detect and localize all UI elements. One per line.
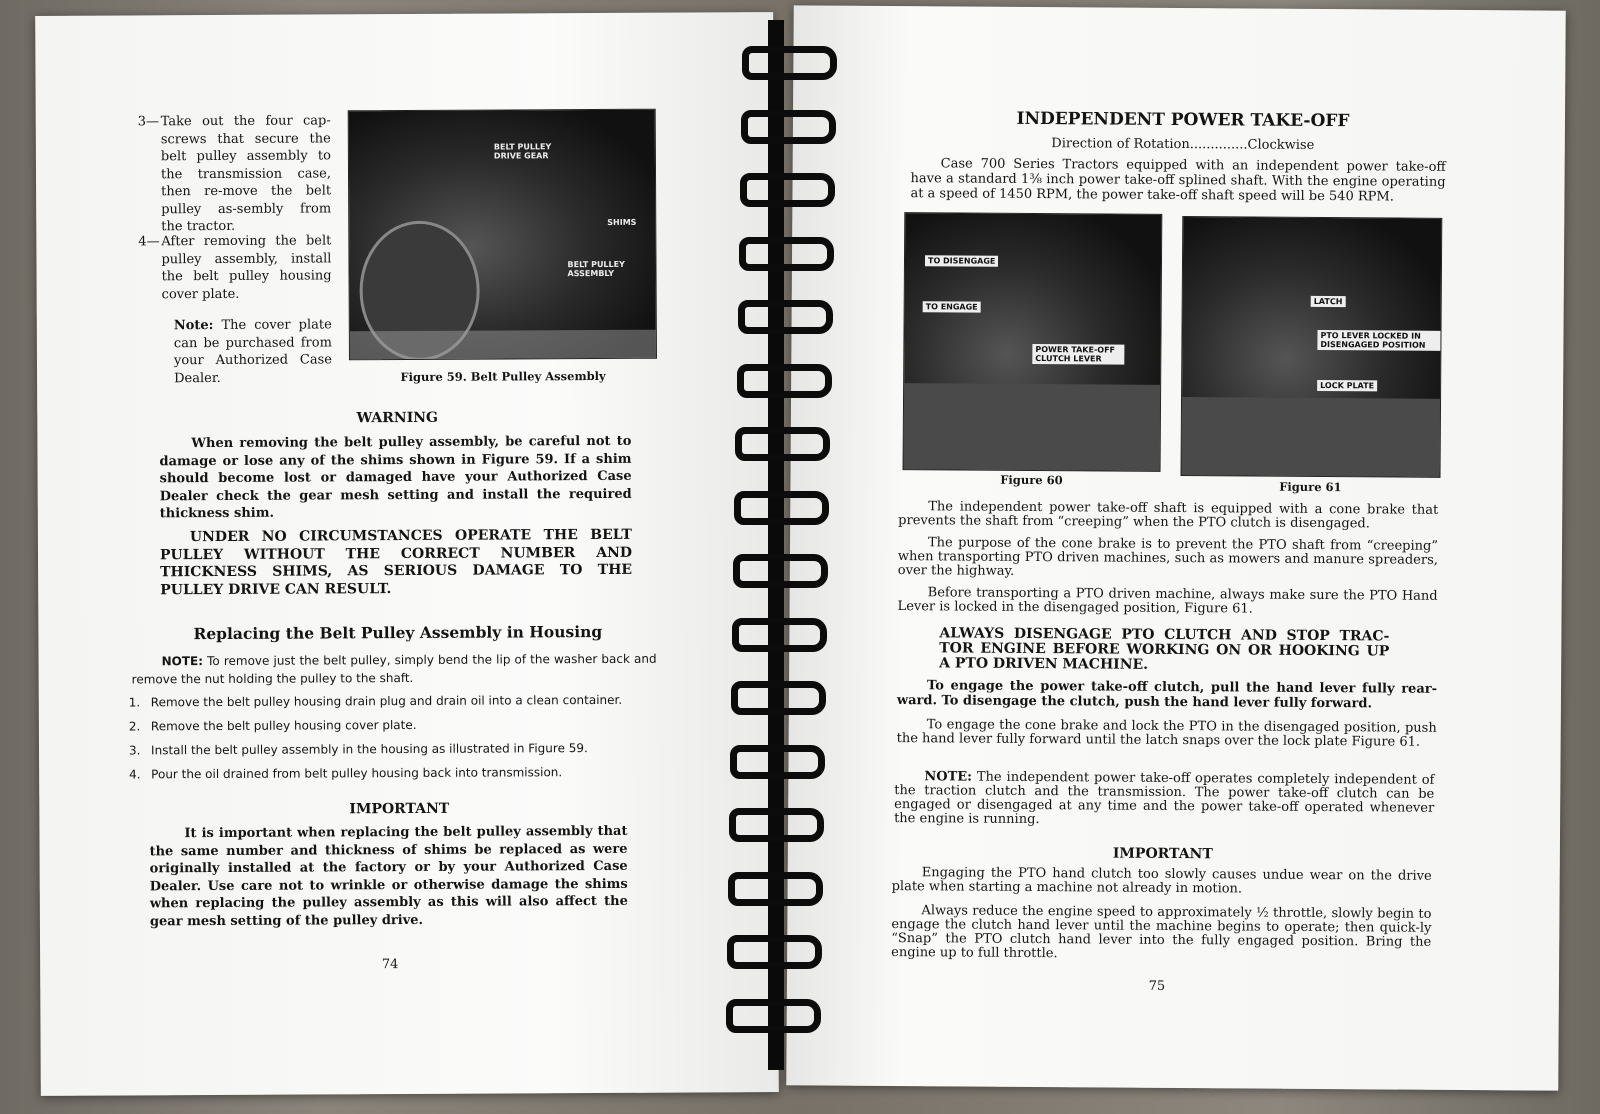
figure-61-label: LATCH [1311, 296, 1346, 307]
paragraph: Engaging the PTO hand clutch too slowly causes undue wear on the drive plate when starting a machine not already in motion. [891, 865, 1432, 897]
binding-ring [726, 999, 821, 1033]
list-item [129, 717, 659, 744]
binding-ring [733, 554, 828, 588]
page-title: INDEPENDENT POWER TAKE-OFF [1016, 108, 1350, 132]
tire-shape [904, 383, 1163, 472]
binding-ring [740, 173, 835, 207]
figure-61-photo [1181, 216, 1443, 478]
figure-59-photo [348, 109, 657, 361]
binding-ring [727, 935, 822, 969]
note [894, 770, 1434, 830]
note-text: The independent power take-off operates completely independent of the traction clutch and the transmission. The power take-off clutch can be engaged or disengaged at any time and the power take-off operated whenever the engine is running. [894, 769, 1435, 828]
step-number: 1. [128, 695, 141, 710]
paragraph: To engage the power take-off clutch, pull the hand lever fully rear-ward. To disengage the clutch, push the hand lever fully forward. [896, 678, 1438, 712]
rotation-line [903, 134, 1463, 155]
right-page [786, 5, 1566, 1090]
paragraph: The purpose of the cone brake is to prevent the PTO shaft from “creeping” when transporting PTO driven machines, such as mowers and manure spreaders, over the highway. [897, 535, 1439, 579]
warning-text: When removing the belt pulley assembly, be careful not to damage or lose any of the shims shown in Figure 59. If a shim should become lost or damaged have your Authorized Case Dealer check the gear mesh setting and install the required thickness shim. [159, 433, 632, 522]
binding-ring [734, 491, 829, 525]
left-page [35, 12, 779, 1096]
figure-61-label: PTO LEVER LOCKED IN DISENGAGED POSITION [1317, 330, 1442, 351]
step-number: 3. [128, 743, 141, 758]
step-number: 4. [129, 767, 141, 782]
step-3-number: 3— [137, 114, 160, 130]
binding-ring [730, 745, 825, 779]
figure-59-label: SHIMS [607, 217, 637, 227]
figure-61-caption: Figure 61 [1279, 479, 1342, 495]
caution-text: UNDER NO CIRCUMSTANCES OPERATE THE BELT PULLEY WITHOUT THE CORRECT NUMBER AND THICKNESS SHIMS, AS SERIOUS DAMAGE TO THE PULLEY DRIVE CAN RESULT. [159, 526, 633, 598]
paragraph: The independent power take-off shaft is equipped with a cone brake that prevents the shaft from “creeping” when the PTO clutch is disengaged. [898, 499, 1439, 532]
paragraph: Always reduce the engine speed to approximately ½ throttle, slowly begin to engage the clutch hand lever until the machine begins to operate; then quick-ly “Snap” the PTO clutch hand lever into the fully engaged position. Bring the engine up to full throttle. [891, 903, 1432, 962]
binding-ring [729, 808, 824, 842]
figure-61-label: LOCK PLATE [1317, 380, 1377, 391]
figure-59-label: BELT PULLEY DRIVE GEAR [493, 142, 552, 161]
note-label: NOTE: [924, 769, 973, 785]
binding-ring [738, 300, 833, 334]
figure-59-label: BELT PULLEY ASSEMBLY [567, 259, 625, 279]
important-text: It is important when replacing the belt pulley assembly that the same number and thickness of shims be replaced as were originally installed at the factory or by your Authorized Case Dealer. Use care not to wrinkle or otherwise damage the shims when replacing the pulley assembly as this will also affect the gear mesh setting of the pulley drive. [149, 823, 628, 929]
binding-ring [732, 618, 827, 652]
paragraph: To engage the cone brake and lock the PTO in the disengaged position, push the hand lever fully forward until the latch snaps over the lock plate Figure 61. [896, 717, 1437, 750]
step-number: 2. [128, 719, 141, 734]
note-label: Note: [173, 318, 214, 334]
step-text: Remove the belt pulley housing drain plug and drain oil into a clean container. [150, 692, 623, 710]
step-text: Install the belt pulley assembly in the housing as illustrated in Figure 59. [150, 741, 588, 758]
steps-list [129, 693, 659, 792]
binding-ring [742, 46, 837, 80]
note-2-text: To remove just the belt pulley, simply bend the lip of the washer back and remove the nut holding the pulley to the shaft. [131, 651, 657, 686]
rotation-value: Clockwise [1247, 137, 1315, 153]
figure-60-photo [903, 212, 1163, 472]
note-text: The cover plate can be purchased from your Authorized Case Dealer. [173, 317, 333, 386]
figure-60-label: TO ENGAGE [923, 301, 981, 312]
binding-ring [737, 364, 832, 398]
figure-60-label: POWER TAKE-OFF CLUTCH LEVER [1032, 344, 1124, 365]
figure-60-label: TO DISENGAGE [925, 255, 998, 267]
list-item [129, 765, 659, 792]
page-number: 74 [381, 957, 399, 973]
note [174, 316, 332, 387]
step-text: Pour the oil drained from belt pulley housing back into transmission. [151, 765, 563, 782]
binding-ring [728, 872, 823, 906]
binding-ring [735, 427, 830, 461]
list-item [129, 741, 659, 768]
binding-ring [731, 681, 826, 715]
binding-ring [741, 110, 836, 144]
paragraph: Before transporting a PTO driven machine, always make sure the PTO Hand Lever is locked in the disengaged position, Figure 61. [897, 585, 1438, 617]
binding-ring [739, 237, 834, 271]
step-4-number: 4— [138, 234, 160, 250]
caution-text: ALWAYS DISENGAGE PTO CLUTCH AND STOP TRAC-TOR ENGINE BEFORE WORKING ON OR HOOKING UP A PTO DRIVEN MACHINE. [939, 625, 1390, 673]
important-title: IMPORTANT [1112, 845, 1213, 863]
step-3-text: Take out the four cap-screws that secure the belt pulley assembly to the transmission case, then re-move the belt pulley as-sembly from the tractor. [160, 113, 332, 235]
list-item [129, 693, 659, 720]
note-2 [132, 651, 657, 689]
intro-text: Case 700 Series Tractors equipped with an independent power take-off have a standard 1⅜ inch power take-off splined shaft. With the engine operating at a speed of 1450 RPM, the power take-off shaft speed will be 540 RPM. [910, 156, 1446, 205]
important-title: IMPORTANT [349, 800, 450, 818]
tire-shape [1181, 397, 1442, 478]
warning-title: WARNING [356, 409, 439, 427]
section-title: Replacing the Belt Pulley Assembly in Housing [193, 621, 603, 644]
rotation-label: Direction of Rotation.............. [1051, 136, 1248, 153]
note-2-label: NOTE: [161, 654, 204, 669]
page-number: 75 [1148, 978, 1166, 994]
figure-59-caption: Figure 59. Belt Pulley Assembly [400, 368, 606, 385]
step-4-text: After removing the belt pulley assembly, install the belt pulley housing cover plate. [161, 233, 332, 302]
step-text: Remove the belt pulley housing cover plate. [150, 717, 417, 734]
figure-60-caption: Figure 60 [1000, 472, 1063, 488]
floor-shape [350, 330, 657, 361]
